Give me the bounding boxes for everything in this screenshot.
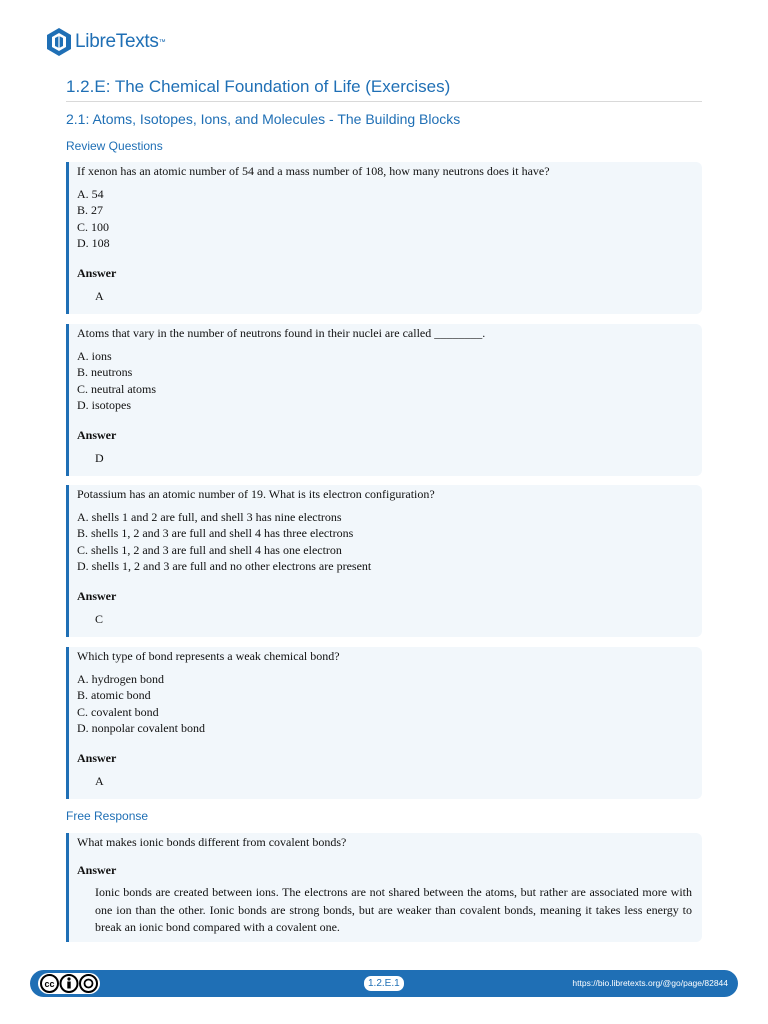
review-questions-heading: Review Questions — [66, 139, 163, 153]
answer-label[interactable]: Answer — [77, 862, 117, 877]
question-box — [66, 485, 702, 637]
footer-bar — [30, 970, 738, 997]
section-title: 2.1: Atoms, Isotopes, Ions, and Molecules - The Building Blocks — [66, 111, 461, 127]
question-text: What makes ionic bonds different from covalent bonds? — [77, 835, 347, 849]
question-box — [66, 162, 702, 314]
libretexts-logo[interactable] — [46, 27, 165, 57]
option-item: A. shells 1 and 2 are full, and shell 3 has nine electrons — [77, 509, 342, 524]
answer-value: D — [95, 451, 104, 465]
option-item: B. atomic bond — [77, 688, 151, 702]
question-text: If xenon has an atomic number of 54 and a mass number of 108, how many neutrons does it have? — [77, 164, 550, 178]
option-item: C. neutral atoms — [77, 381, 156, 396]
options-list — [77, 186, 692, 252]
answer-value: A — [95, 289, 104, 303]
page-title: 1.2.E: The Chemical Foundation of Life (Exercises) — [66, 77, 702, 102]
option-item: A. hydrogen bond — [77, 671, 164, 686]
free-response-heading: Free Response — [66, 809, 149, 823]
option-item: B. shells 1, 2 and 3 are full and shell 4 has three electrons — [77, 526, 354, 540]
answer-value: C — [95, 612, 104, 626]
answer-label[interactable]: Answer — [77, 750, 117, 765]
option-item: D. nonpolar covalent bond — [77, 721, 205, 735]
svg-text:cc: cc — [44, 979, 55, 989]
option-item: D. shells 1, 2 and 3 are full and no other electrons are present — [77, 559, 372, 573]
page-url[interactable]: https://bio.libretexts.org/@go/page/82844 — [572, 978, 728, 988]
options-list — [77, 509, 692, 575]
option-item: C. shells 1, 2 and 3 are full and shell 4 has one electron — [77, 542, 342, 557]
license-badge[interactable] — [38, 973, 100, 994]
creative-commons-by-nc-icon — [40, 974, 98, 993]
answer-label[interactable]: Answer — [77, 588, 117, 603]
answer-label[interactable]: Answer — [77, 265, 117, 280]
free-response-box — [66, 833, 702, 942]
answer-paragraph: Ionic bonds are created between ions. The electrons are not shared between the atoms, but rather are associated more with one ion than the other. Ionic bonds are strong bonds, but are weaker than covalent bonds, meaning it takes less energy to break an ionic bond compared with a covalent one. — [95, 885, 692, 934]
question-text: Potassium has an atomic number of 19. What is its electron configuration? — [77, 487, 435, 501]
answer-value: A — [95, 774, 104, 788]
option-item: C. 100 — [77, 219, 110, 234]
option-item: B. neutrons — [77, 365, 133, 379]
option-item: C. covalent bond — [77, 704, 159, 719]
option-item: A. ions — [77, 348, 112, 363]
question-box — [66, 324, 702, 476]
page-number: 1.2.E.1 — [364, 976, 404, 991]
answer-label[interactable]: Answer — [77, 427, 117, 442]
option-item: B. 27 — [77, 203, 104, 217]
libretexts-logo-icon — [46, 27, 72, 57]
brand-name: LibreTexts™ — [75, 31, 166, 52]
option-item: D. isotopes — [77, 398, 131, 412]
option-item: D. 108 — [77, 236, 110, 250]
question-text: Which type of bond represents a weak chemical bond? — [77, 649, 340, 663]
options-list — [77, 348, 692, 414]
question-text: Atoms that vary in the number of neutrons found in their nuclei are called ________. — [77, 326, 486, 340]
option-item: A. 54 — [77, 186, 104, 201]
options-list — [77, 671, 692, 737]
question-box — [66, 647, 702, 799]
